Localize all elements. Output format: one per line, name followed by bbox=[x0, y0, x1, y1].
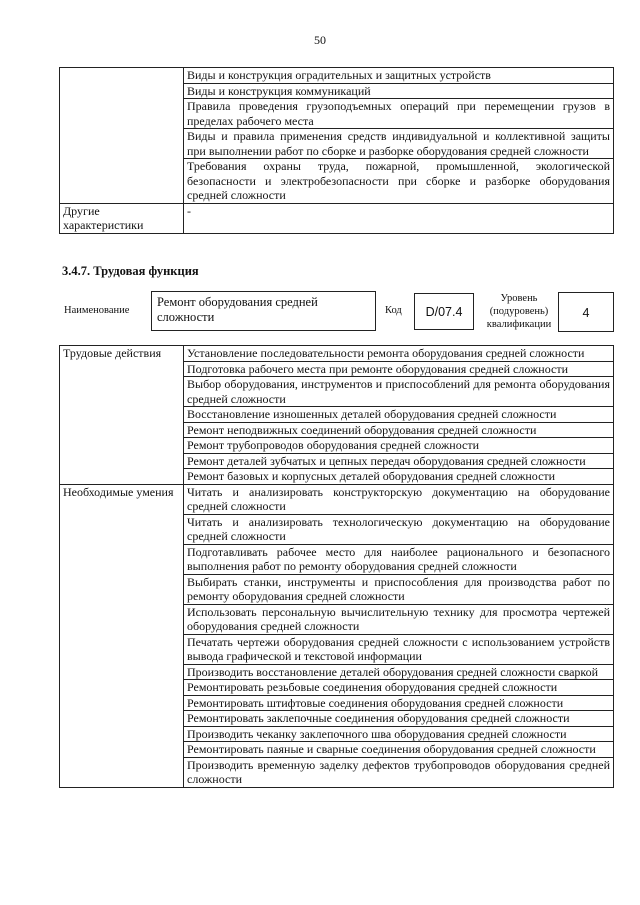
labor-action-item: Выбор оборудования, инструментов и приспособлений для ремонта оборудования средней сложности bbox=[184, 377, 614, 407]
table-row bbox=[60, 484, 614, 514]
skill-item: Ремонтировать паяные и сварные соединения оборудования средней сложности bbox=[184, 742, 614, 758]
skill-item: Производить восстановление деталей оборудования средней сложности сваркой bbox=[184, 664, 614, 680]
labor-action-item: Ремонт неподвижных соединений оборудования средней сложности bbox=[184, 422, 614, 438]
other-characteristics-label: Другие характеристики bbox=[60, 203, 184, 233]
labor-action-item: Ремонт базовых и корпусных деталей оборудования средней сложности bbox=[184, 469, 614, 485]
knowledge-label-cell bbox=[60, 68, 184, 204]
table-row bbox=[60, 346, 614, 362]
table-row bbox=[60, 68, 614, 84]
labor-action-item: Восстановление изношенных деталей оборудования средней сложности bbox=[184, 407, 614, 423]
other-characteristics-value: - bbox=[184, 203, 614, 233]
skill-item: Читать и анализировать технологическую документацию на оборудование средней сложности bbox=[184, 514, 614, 544]
skill-item: Выбирать станки, инструменты и приспособления для производства работ по ремонту оборудования средней сложности bbox=[184, 574, 614, 604]
knowledge-item: Требования охраны труда, пожарной, промышленной, экологической безопасности и электробезопасности при сборке и разборке оборудования средней сложности bbox=[184, 159, 614, 204]
labor-actions-label: Трудовые действия bbox=[60, 346, 184, 485]
labor-action-item: Ремонт трубопроводов оборудования средней сложности bbox=[184, 438, 614, 454]
skill-item: Печатать чертежи оборудования средней сложности с использованием устройств вывода графической и текстовой информации bbox=[184, 634, 614, 664]
qualification-level-value: 4 bbox=[558, 292, 614, 332]
skill-item: Ремонтировать заклепочные соединения оборудования средней сложности bbox=[184, 711, 614, 727]
required-skills-label: Необходимые умения bbox=[60, 484, 184, 787]
labor-action-item: Установление последовательности ремонта оборудования средней сложности bbox=[184, 346, 614, 362]
knowledge-item: Виды и конструкция коммуникаций bbox=[184, 83, 614, 99]
labor-action-item: Ремонт деталей зубчатых и цепных передач оборудования средней сложности bbox=[184, 453, 614, 469]
section-title: 3.4.7. Трудовая функция bbox=[62, 264, 199, 278]
skill-item: Ремонтировать штифтовые соединения оборудования средней сложности bbox=[184, 695, 614, 711]
knowledge-item: Правила проведения грузоподъемных операций при перемещении грузов в пределах рабочего места bbox=[184, 99, 614, 129]
qualification-level-label: Уровень (подуровень) квалификации bbox=[486, 293, 552, 330]
labor-action-item: Подготовка рабочего места при ремонте оборудования средней сложности bbox=[184, 361, 614, 377]
name-label: Наименование bbox=[64, 305, 130, 316]
skill-item: Производить временную заделку дефектов трубопроводов оборудования средней сложности bbox=[184, 757, 614, 787]
knowledge-item: Виды и правила применения средств индивидуальной и коллективной защиты при выполнении работ по сборке и разборке оборудования средней сложности bbox=[184, 129, 614, 159]
page-number: 50 bbox=[314, 33, 326, 47]
name-value: Ремонт оборудования средней сложности bbox=[151, 291, 376, 331]
knowledge-item: Виды и конструкция оградительных и защитных устройств bbox=[184, 68, 614, 84]
skill-item: Ремонтировать резьбовые соединения оборудования средней сложности bbox=[184, 680, 614, 696]
knowledge-table bbox=[59, 67, 614, 234]
code-label: Код bbox=[385, 305, 402, 316]
skill-item: Использовать персональную вычислительную технику для просмотра чертежей оборудования средней сложности bbox=[184, 604, 614, 634]
skill-item: Производить чеканку заклепочного шва оборудования средней сложности bbox=[184, 726, 614, 742]
table-row bbox=[60, 203, 614, 233]
skill-item: Читать и анализировать конструкторскую документацию на оборудование средней сложности bbox=[184, 484, 614, 514]
code-value: D/07.4 bbox=[414, 293, 474, 330]
skill-item: Подготавливать рабочее место для наиболее рационального и безопасного выполнения работ по ремонту оборудования средней сложности bbox=[184, 544, 614, 574]
labor-function-table bbox=[59, 345, 614, 788]
